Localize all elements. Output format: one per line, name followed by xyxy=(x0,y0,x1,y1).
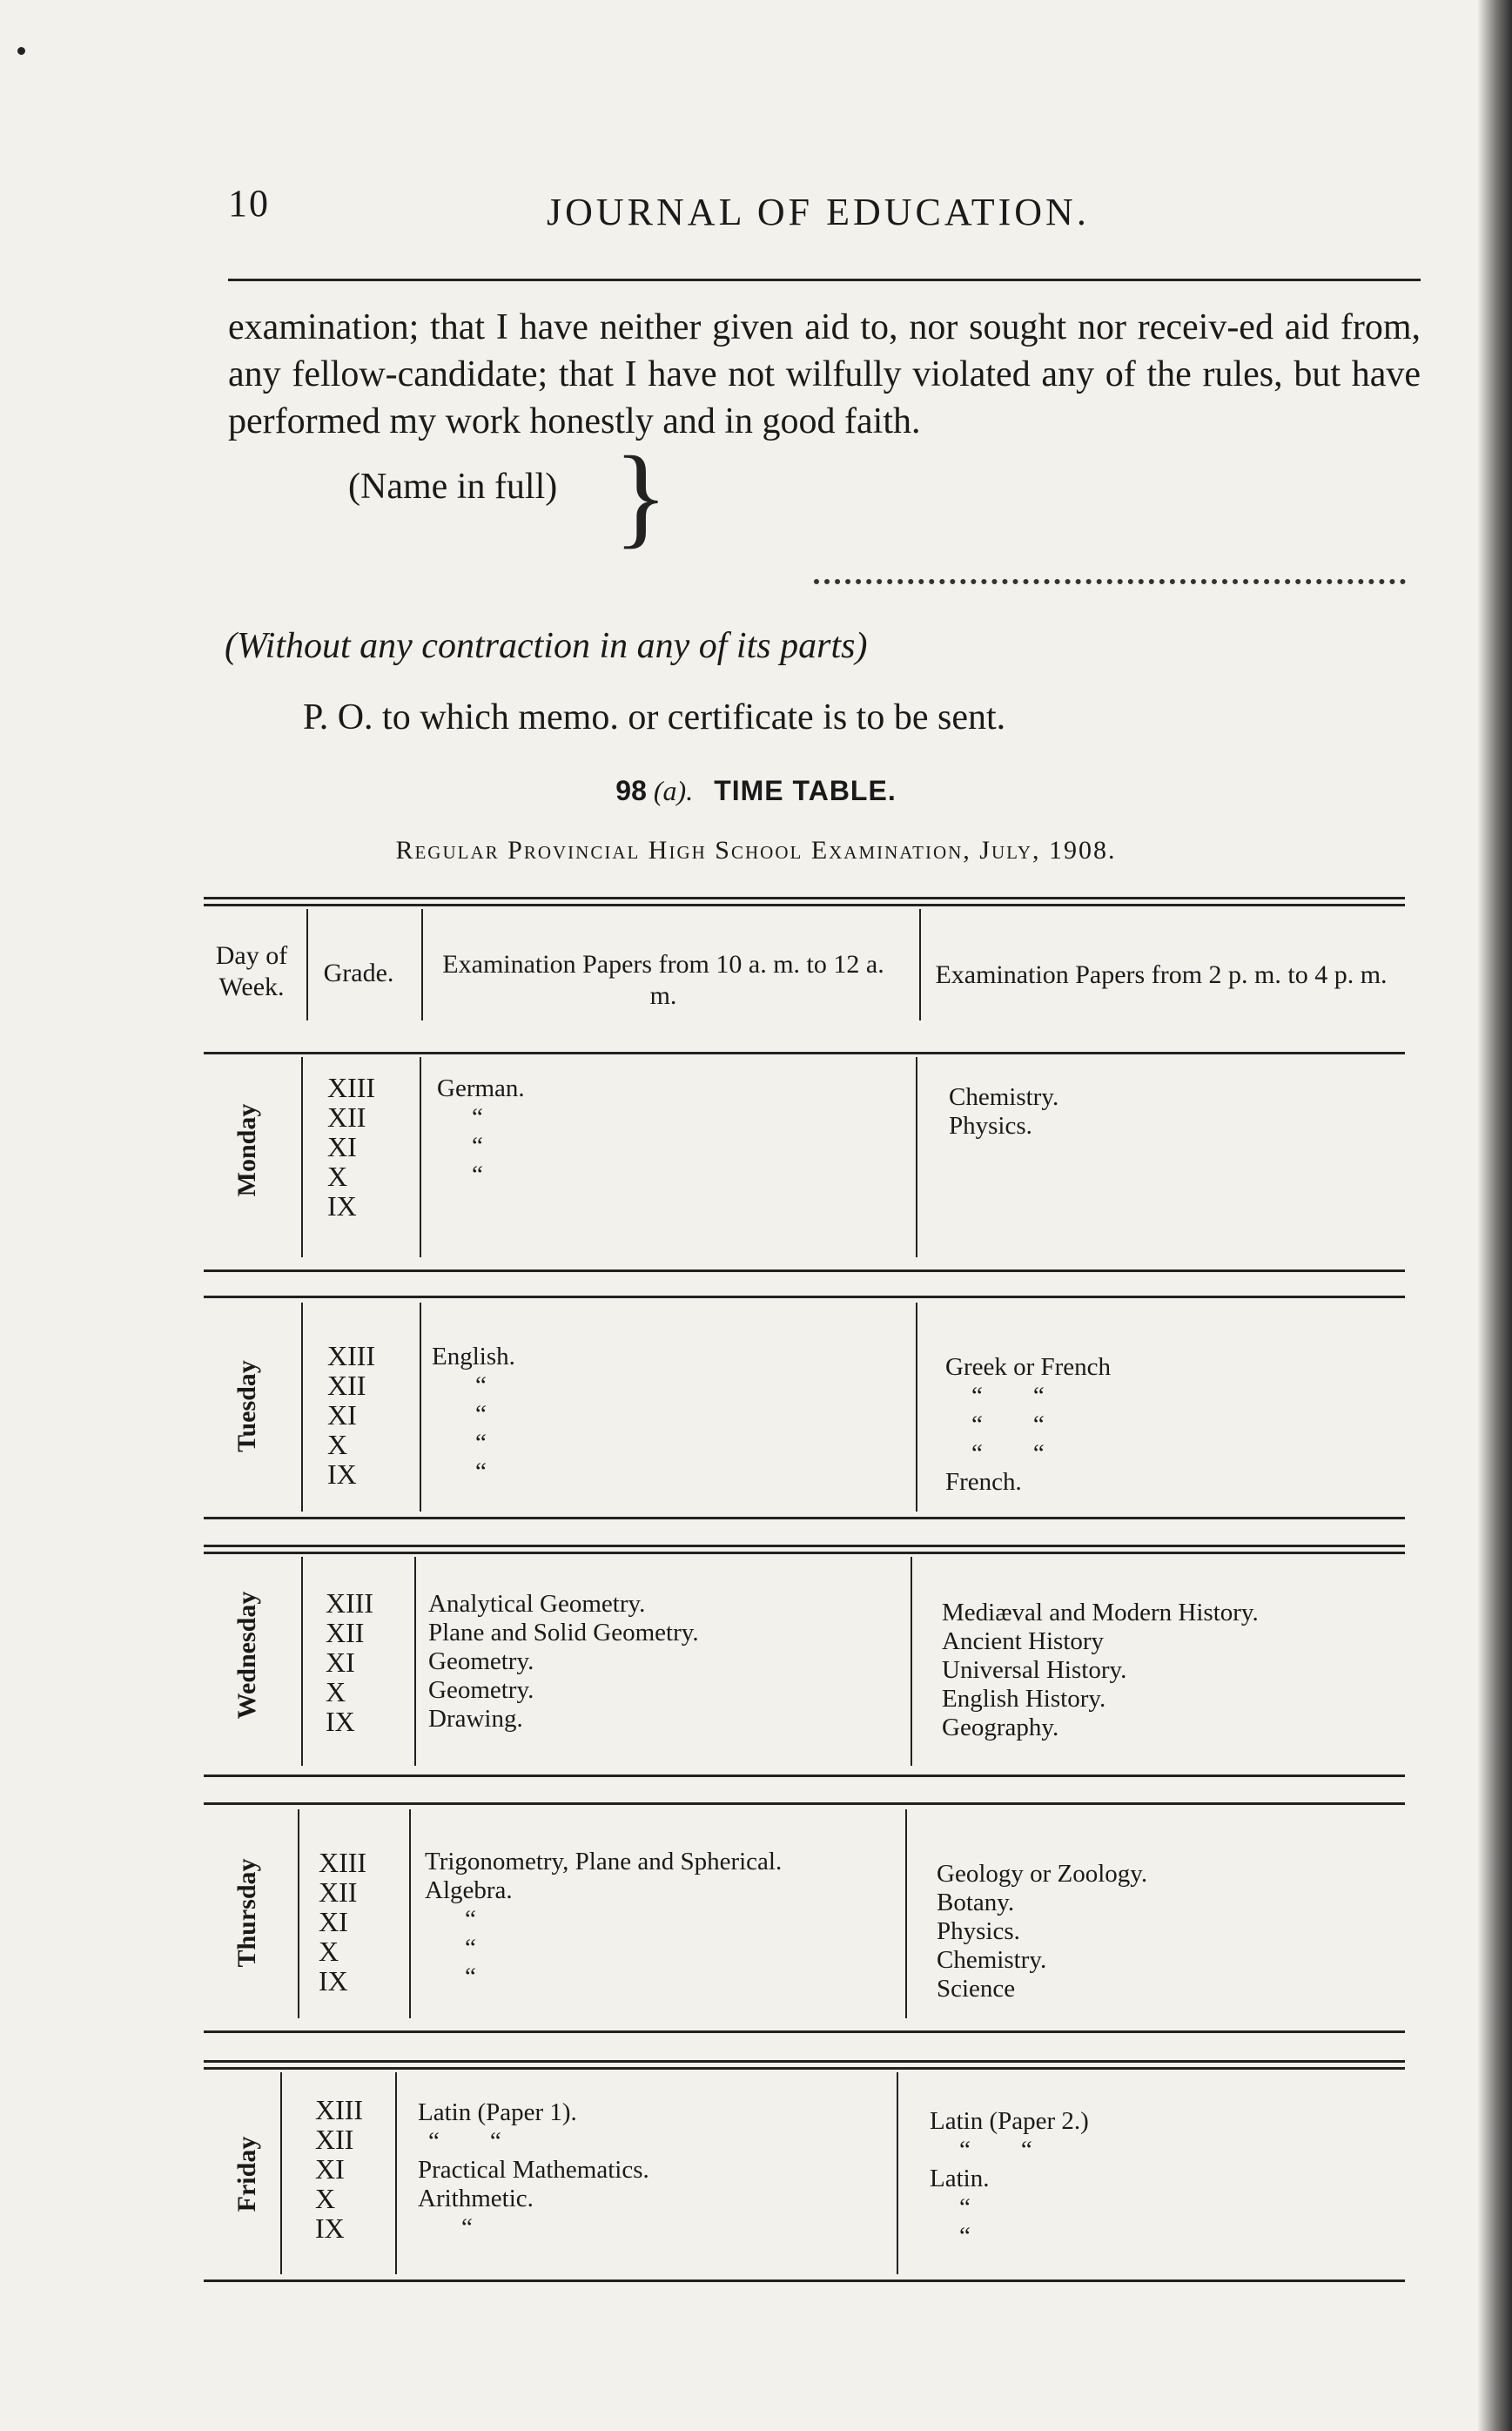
header-divider-1 xyxy=(306,909,308,1020)
session-divider xyxy=(916,1057,917,1257)
signature-dotted-line xyxy=(814,579,1406,584)
day-name: Friday xyxy=(232,2136,261,2212)
name-in-full-label: (Name in full) xyxy=(348,467,558,507)
grade-cell: XII xyxy=(327,1101,366,1133)
paper-cell: “ xyxy=(475,1400,487,1428)
session-divider xyxy=(897,2072,898,2274)
day-name: Thursday xyxy=(232,1858,261,1968)
day-divider xyxy=(301,1557,303,1766)
table-top-rule xyxy=(204,897,1405,899)
grade-list xyxy=(319,1848,366,1996)
session-divider xyxy=(916,1303,917,1512)
paper-cell: Chemistry. xyxy=(937,1946,1047,1974)
header-rule xyxy=(228,279,1421,281)
paper-cell: Plane and Solid Geometry. xyxy=(428,1619,699,1646)
grade-cell: XI xyxy=(326,1646,355,1678)
afternoon-papers xyxy=(930,2107,1089,2251)
day-block-monday xyxy=(204,1057,1405,1275)
paper-cell: English. xyxy=(432,1343,515,1370)
paper-cell: “ xyxy=(472,1161,483,1189)
grade-cell: IX xyxy=(327,1190,357,1222)
running-head: JOURNAL OF EDUCATION. xyxy=(547,191,1090,233)
day-bottom-rule xyxy=(204,1269,1405,1272)
day-name: Wednesday xyxy=(232,1591,261,1720)
timetable-sub: (a). xyxy=(653,775,694,806)
morning-papers xyxy=(432,1343,515,1486)
day-divider xyxy=(301,1303,303,1512)
grade-list xyxy=(315,2095,363,2243)
page-number: 10 xyxy=(228,182,270,225)
paper-cell: Latin (Paper 1). xyxy=(418,2098,577,2126)
post-office-line: P. O. to which memo. or certificate is to be sent. xyxy=(303,697,1006,737)
session-divider xyxy=(905,1809,907,2018)
grade-cell: XII xyxy=(315,2124,354,2155)
paper-cell: Geometry. xyxy=(428,1647,534,1675)
grade-cell: X xyxy=(327,1429,348,1460)
grade-cell: X xyxy=(327,1161,348,1192)
paper-cell: “ xyxy=(461,2213,473,2241)
paper-cell: “ “ xyxy=(971,1382,1045,1410)
paper-cell: “ xyxy=(475,1429,487,1457)
declaration-paragraph: examination; that I have neither given aid to, nor sought nor receiv-ed aid from, any fellow-candidate; that I have not wilfully violated any of the rules, but have performed my work honestly and in good faith. xyxy=(228,307,1421,441)
paper-cell: Mediæval and Modern History. xyxy=(942,1599,1259,1626)
day-top-rule xyxy=(204,1802,1405,1805)
grade-cell: XIII xyxy=(319,1847,367,1878)
day-bottom-rule xyxy=(204,1774,1405,1777)
paper-cell: “ “ xyxy=(959,2136,1032,2164)
paper-cell: “ xyxy=(475,1371,487,1399)
paper-cell: Geometry. xyxy=(428,1676,534,1704)
header-day-of-week: Day of Week. xyxy=(215,941,288,1001)
grade-cell: XII xyxy=(319,1876,358,1908)
grade-cell: IX xyxy=(327,1458,357,1490)
header-divider-2 xyxy=(421,909,423,1020)
paper-cell: English History. xyxy=(942,1685,1106,1713)
paper-cell: “ xyxy=(465,1934,476,1962)
grade-cell: XII xyxy=(326,1617,365,1648)
paper-cell: German. xyxy=(437,1074,525,1102)
grade-cell: XIII xyxy=(315,2094,364,2125)
morning-papers xyxy=(425,1848,782,1991)
header-morning-papers: Examination Papers from 10 a. m. to 12 a. m. xyxy=(442,950,884,1010)
session-divider xyxy=(911,1557,912,1766)
paper-cell: French. xyxy=(945,1468,1022,1496)
page-edge-shadow xyxy=(1477,0,1512,2431)
grade-cell: XI xyxy=(319,1906,348,1937)
paper-cell: Botany. xyxy=(937,1889,1015,1916)
paper-cell: “ xyxy=(472,1132,483,1160)
paper-cell: Drawing. xyxy=(428,1705,523,1733)
table-top-rule-2 xyxy=(204,904,1405,906)
grade-cell: X xyxy=(326,1676,346,1707)
day-block-thursday xyxy=(204,1802,1405,2037)
paper-cell: Ancient History xyxy=(942,1627,1105,1655)
header-bottom-rule xyxy=(204,1052,1405,1054)
paper-cell: “ “ xyxy=(971,1439,1045,1467)
paper-cell: “ xyxy=(472,1103,483,1131)
day-block-wednesday xyxy=(204,1545,1405,1780)
grade-list xyxy=(327,1073,375,1221)
paper-cell: “ “ xyxy=(428,2127,501,2155)
grade-divider xyxy=(409,1809,411,2018)
paper-cell: Greek or French xyxy=(945,1353,1112,1381)
grade-cell: X xyxy=(319,1936,339,1967)
day-top-rule xyxy=(204,2060,1405,2063)
paper-cell: Physics. xyxy=(937,1917,1020,1945)
grade-cell: XI xyxy=(327,1399,357,1431)
grade-cell: IX xyxy=(326,1706,355,1737)
paper-cell: Geology or Zoology. xyxy=(937,1860,1148,1888)
grade-list xyxy=(327,1341,375,1489)
paper-cell: Chemistry. xyxy=(949,1083,1059,1111)
day-top-rule-2 xyxy=(204,2067,1405,2070)
timetable-number: 98 xyxy=(615,775,647,806)
day-name: Monday xyxy=(232,1103,261,1197)
afternoon-papers xyxy=(937,1860,1147,2003)
morning-papers xyxy=(437,1074,525,1189)
paper-cell: Latin. xyxy=(930,2165,990,2192)
grade-divider xyxy=(420,1303,421,1512)
header-divider-3 xyxy=(919,909,921,1020)
day-divider xyxy=(298,1809,299,2018)
grade-cell: XIII xyxy=(327,1340,376,1371)
grade-list xyxy=(326,1588,373,1736)
day-name: Tuesday xyxy=(232,1360,261,1452)
grade-cell: XIII xyxy=(327,1072,376,1103)
paper-cell: Physics. xyxy=(949,1112,1032,1140)
day-divider xyxy=(280,2072,282,2274)
table-bottom-rule xyxy=(204,2279,1405,2282)
grade-divider xyxy=(395,2072,397,2274)
paper-cell: Practical Mathematics. xyxy=(418,2156,649,2184)
grade-cell: IX xyxy=(315,2212,345,2244)
day-top-rule xyxy=(204,1545,1405,1547)
grade-cell: X xyxy=(315,2183,336,2214)
grade-cell: XIII xyxy=(326,1587,374,1619)
day-top-rule xyxy=(204,1296,1405,1298)
brace-icon: } xyxy=(614,434,669,559)
paper-cell: Analytical Geometry. xyxy=(428,1590,646,1618)
day-block-tuesday xyxy=(204,1296,1405,1522)
paper-cell: Algebra. xyxy=(425,1876,513,1904)
morning-papers xyxy=(428,1590,699,1734)
grade-cell: IX xyxy=(319,1965,348,1997)
paper-cell: “ xyxy=(465,1963,476,1990)
day-bottom-rule xyxy=(204,1517,1405,1519)
grade-cell: XI xyxy=(327,1131,357,1162)
afternoon-papers xyxy=(945,1353,1111,1497)
paper-cell: Arithmetic. xyxy=(418,2185,534,2212)
paper-cell: “ xyxy=(465,1905,476,1933)
grade-cell: XII xyxy=(327,1370,366,1401)
paper-cell: Science xyxy=(937,1975,1016,2003)
grade-divider xyxy=(420,1057,421,1257)
day-block-friday xyxy=(204,2029,1405,2290)
afternoon-papers xyxy=(942,1599,1259,1742)
examination-subtitle: Regular Provincial High School Examination, July, 1908. xyxy=(395,836,1117,865)
paper-cell: Universal History. xyxy=(942,1656,1127,1684)
contraction-note: (Without any contraction in any of its parts) xyxy=(225,626,868,666)
day-top-rule-2 xyxy=(204,1552,1405,1554)
grade-divider xyxy=(414,1557,416,1766)
timetable-title xyxy=(0,775,1512,807)
paper-cell: Geography. xyxy=(942,1714,1059,1741)
ink-speck xyxy=(17,47,25,55)
day-divider xyxy=(301,1057,303,1257)
morning-papers xyxy=(418,2098,649,2242)
paper-cell: “ “ xyxy=(971,1411,1045,1438)
grade-cell: XI xyxy=(315,2153,345,2185)
paper-cell: Latin (Paper 2.) xyxy=(930,2107,1089,2135)
paper-cell: Trigonometry, Plane and Spherical. xyxy=(425,1848,783,1875)
timetable-label: TIME TABLE. xyxy=(714,775,897,806)
paper-cell: “ xyxy=(959,2222,971,2250)
afternoon-papers xyxy=(949,1083,1058,1141)
header-grade: Grade. xyxy=(323,959,394,987)
paper-cell: “ xyxy=(475,1458,487,1485)
header-afternoon-papers: Examination Papers from 2 p. m. to 4 p. m. xyxy=(935,960,1388,989)
paper-cell: “ xyxy=(959,2193,971,2221)
